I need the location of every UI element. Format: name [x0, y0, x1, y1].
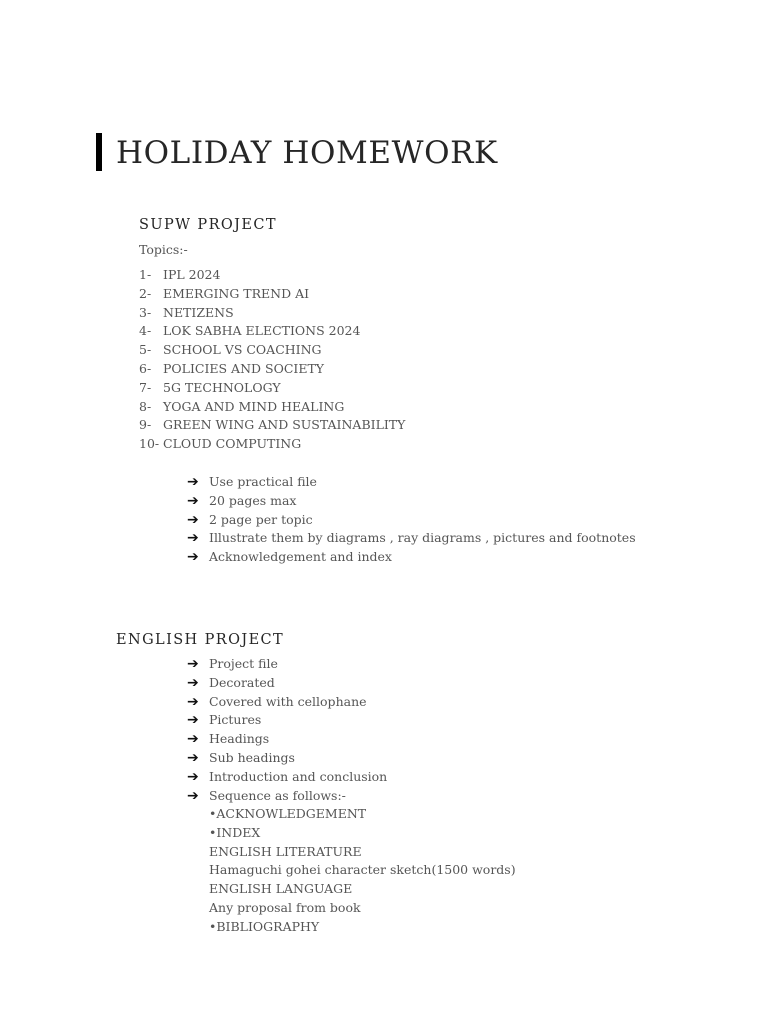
note-item [187, 511, 636, 530]
arrow-right-icon: ➔ [187, 749, 199, 766]
topic-text: EMERGING TREND AI [163, 285, 310, 301]
note-text: Illustrate them by diagrams , ray diagrams , pictures and footnotes [209, 530, 636, 546]
note-item [187, 693, 387, 712]
note-item [187, 749, 387, 768]
arrow-right-icon: ➔ [187, 731, 199, 748]
note-item [187, 730, 387, 749]
title-bar-marker [96, 133, 102, 171]
sequence-item: •INDEX [209, 824, 261, 840]
topic-number: 10- [139, 436, 160, 452]
topic-item [139, 360, 405, 379]
topic-item [139, 322, 405, 341]
arrow-right-icon: ➔ [187, 787, 199, 804]
topic-list [139, 266, 405, 454]
topics-label: Topics:- [139, 242, 188, 257]
supw-notes-list [187, 473, 636, 567]
topic-text: LOK SABHA ELECTIONS 2024 [163, 323, 361, 339]
page-title: HOLIDAY HOMEWORK [116, 135, 498, 171]
topic-text: CLOUD COMPUTING [163, 436, 302, 452]
sequence-item: Hamaguchi gohei character sketch(1500 words) [209, 862, 516, 878]
note-text: Introduction and conclusion [209, 768, 388, 784]
topic-number: 8- [139, 398, 152, 414]
topic-item [139, 416, 405, 435]
topic-item [139, 341, 405, 360]
sequence-item: Any proposal from book [209, 899, 361, 915]
topic-number: 5- [139, 342, 152, 358]
arrow-right-icon: ➔ [187, 549, 199, 566]
topic-text: YOGA AND MIND HEALING [163, 398, 345, 414]
note-text: Project file [209, 656, 278, 671]
english-notes-list [187, 655, 388, 805]
arrow-right-icon: ➔ [187, 530, 199, 547]
topic-item [139, 304, 405, 323]
topic-number: 2- [139, 285, 152, 301]
arrow-right-icon: ➔ [187, 674, 199, 691]
topic-number: 6- [139, 360, 152, 376]
note-item [187, 548, 636, 567]
note-item [187, 674, 387, 693]
arrow-right-icon: ➔ [187, 693, 199, 710]
sequence-item: ENGLISH LITERATURE [209, 843, 362, 859]
topic-item [139, 398, 405, 417]
note-text: Decorated [209, 674, 275, 690]
supw-heading: SUPW PROJECT [139, 217, 277, 233]
note-item [187, 768, 388, 787]
topic-text: IPL 2024 [163, 267, 221, 282]
note-text: Sequence as follows:- [209, 787, 346, 803]
topic-item [139, 435, 405, 454]
topic-text: 5G TECHNOLOGY [163, 379, 281, 395]
topic-text: POLICIES AND SOCIETY [163, 360, 325, 376]
note-text: Headings [209, 731, 270, 747]
topic-text: GREEN WING AND SUSTAINABILITY [163, 417, 406, 433]
note-text: Sub headings [209, 749, 295, 765]
note-item [187, 711, 387, 730]
note-item [187, 787, 387, 806]
note-text: Covered with cellophane [209, 693, 367, 709]
arrow-right-icon: ➔ [187, 474, 199, 490]
topic-item [139, 379, 405, 398]
topic-number: 4- [139, 323, 152, 339]
sequence-item: ENGLISH LANGUAGE [209, 881, 353, 897]
arrow-right-icon: ➔ [187, 768, 199, 785]
note-item [187, 529, 636, 548]
note-item [187, 655, 387, 674]
sequence-list [209, 805, 516, 937]
note-text: Use practical file [209, 474, 317, 489]
arrow-right-icon: ➔ [187, 656, 199, 672]
arrow-right-icon: ➔ [187, 712, 199, 729]
topic-number: 1- [139, 267, 152, 282]
note-text: Acknowledgement and index [209, 549, 392, 565]
note-item [187, 473, 636, 492]
topic-text: SCHOOL VS COACHING [163, 342, 322, 358]
topic-item [139, 266, 405, 285]
sequence-item: •ACKNOWLEDGEMENT [209, 806, 367, 821]
arrow-right-icon: ➔ [187, 511, 199, 528]
topic-number: 3- [139, 304, 152, 320]
note-item [187, 492, 636, 511]
english-heading: ENGLISH PROJECT [116, 632, 285, 648]
arrow-right-icon: ➔ [187, 492, 199, 509]
note-text: 2 page per topic [209, 511, 313, 527]
topic-item [139, 285, 405, 304]
topic-text: NETIZENS [163, 304, 234, 320]
sequence-item: •BIBLIOGRAPHY [209, 918, 320, 934]
topic-number: 7- [139, 379, 152, 395]
note-text: 20 pages max [209, 492, 297, 508]
note-text: Pictures [209, 712, 262, 728]
topic-number: 9- [139, 417, 152, 433]
